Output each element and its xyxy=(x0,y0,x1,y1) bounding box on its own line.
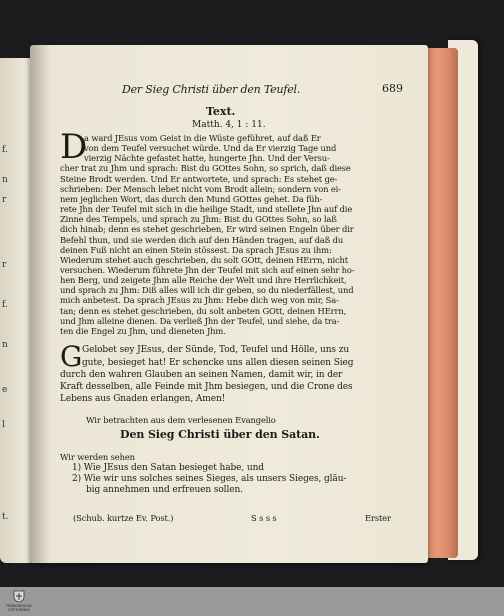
gospel-line: hen Berg, und zeigete Jhm alle Reiche der Welt und ihre Herrlichkeit, xyxy=(60,275,347,286)
outline-line: big annehmen und erfreuen sollen. xyxy=(86,485,243,495)
scripture-reference: Matth. 4, 1 : 11. xyxy=(192,120,266,130)
gospel-drop-cap: D xyxy=(60,127,88,167)
outline-line: 2) Wie wir uns solches seines Sieges, als unsers Sieges, gläu- xyxy=(72,474,347,484)
page-gutter-shadow xyxy=(30,45,50,563)
library-logo-line2: STIFTUNGEN xyxy=(8,608,30,612)
left-page-glyph: f. xyxy=(2,300,8,310)
footer-source: (Schub. kurtze Ev. Post.) xyxy=(73,513,174,523)
page-block-edge xyxy=(424,48,458,558)
left-page-glyph: r xyxy=(2,260,7,270)
left-page-glyph: n xyxy=(2,340,8,350)
left-page-glyph: e xyxy=(2,385,8,395)
gospel-line: cher trat zu Jhm und sprach: Bist du GOttes Sohn, so sprich, daß diese xyxy=(60,163,351,174)
gospel-line: versuchen. Wiederum führete Jhn der Teufel mit sich auf einen sehr ho- xyxy=(60,264,355,275)
gospel-line: und sprach zu Jhm: Diß alles will ich dir geben, so du niederfällest, und xyxy=(60,285,354,296)
prayer-line: gute, besieget hat! Er schencke uns allen diesen seinen Sieg xyxy=(82,358,354,368)
library-logo xyxy=(4,590,34,614)
gospel-line: a ward JEsus vom Geist in die Wüste geführet, auf daß Er xyxy=(84,133,321,143)
gospel-line: Befehl thun, und sie werden dich auf den Händen tragen, auf daß du xyxy=(60,234,344,245)
left-page-glyph: t. xyxy=(2,512,9,522)
gospel-line: Wiederum stehet auch geschrieben, du solt GOtt, deinen HErrn, nicht xyxy=(60,254,349,265)
gospel-line: deinen Fuß nicht an einen Stein stössest. Da sprach JEsus zu ihm: xyxy=(60,244,332,255)
library-logo-label xyxy=(4,604,34,612)
left-page-glyph: l xyxy=(2,420,5,430)
viewer-bottom-bar xyxy=(0,587,504,616)
gospel-line: nem jeglichen Wort, das durch den Mund GOttes gehet. Da füh- xyxy=(60,193,323,204)
gospel-line: und Jhm alleine dienen. Da verließ Jhn der Teufel, und siehe, da tra- xyxy=(60,315,340,326)
page-number: 689 xyxy=(382,82,403,95)
book-page xyxy=(30,45,428,563)
prayer-line: Kraft desselben, alle Feinde mit Jhm besiegen, und die Crone des xyxy=(60,382,353,392)
gospel-line: tan; denn es stehet geschrieben, du solt anbeten GOtt, deinen HErrn, xyxy=(60,305,347,316)
gospel-line: von dem Teufel versuchet würde. Und da Er vierzig Tage und xyxy=(84,143,337,154)
gospel-line: Zinne des Tempels, und sprach zu Jhm: Bist du GOttes Sohn, so laß xyxy=(60,214,337,225)
section-title: Text. xyxy=(206,105,236,118)
gospel-line: schrieben: Der Mensch lebet nicht vom Brodt allein; sondern von ei- xyxy=(60,183,341,194)
outline-line: 1) Wie JEsus den Satan besieget habe, und xyxy=(72,463,264,473)
intro-line: Wir betrachten aus dem verlesenen Evangelio xyxy=(86,415,276,425)
prayer-line: durch den wahren Glauben an seinen Namen, damit wir, in der xyxy=(60,370,343,380)
gospel-line: ten die Engel zu Jhm, und dieneten Jhm. xyxy=(60,325,226,336)
library-logo-line1: FRANCKESCHE xyxy=(6,604,32,608)
gospel-line: Steine Brodt werden. Und Er antwortete, und sprach: Es stehet ge- xyxy=(60,173,338,184)
running-head: Der Sieg Christi über den Teufel. xyxy=(122,83,301,96)
gospel-line: rete Jhn der Teufel mit sich in die heilige Stadt, und stellete Jhn auf die xyxy=(60,204,353,215)
prayer-line: Gelobet sey JEsus, der Sünde, Tod, Teufel und Hölle, uns zu xyxy=(82,345,350,355)
footer-catchword: Erster xyxy=(365,513,391,523)
gospel-line: dich hinab; denn es stehet geschrieben, Er wird seinen Engeln über dir xyxy=(60,224,354,235)
prayer-drop-cap: G xyxy=(60,340,83,373)
crest-icon xyxy=(13,590,25,603)
theme-title: Den Sieg Christi über den Satan. xyxy=(120,428,320,441)
gospel-line: vierzig Nächte gefastet hatte, hungerte Jhn. Und der Versu- xyxy=(84,153,330,164)
left-page-glyph: r xyxy=(2,195,7,205)
footer-signature: S s s s xyxy=(251,513,277,523)
prayer-line: Lebens aus Gnaden erlangen, Amen! xyxy=(60,394,226,404)
left-page-glyph: n xyxy=(2,175,8,185)
gospel-line: mich anbetest. Da sprach JEsus zu Jhm: Hebe dich weg von mir, Sa- xyxy=(60,295,339,306)
outline-intro: Wir werden sehen xyxy=(60,452,135,462)
left-page-glyph: f. xyxy=(2,145,8,155)
